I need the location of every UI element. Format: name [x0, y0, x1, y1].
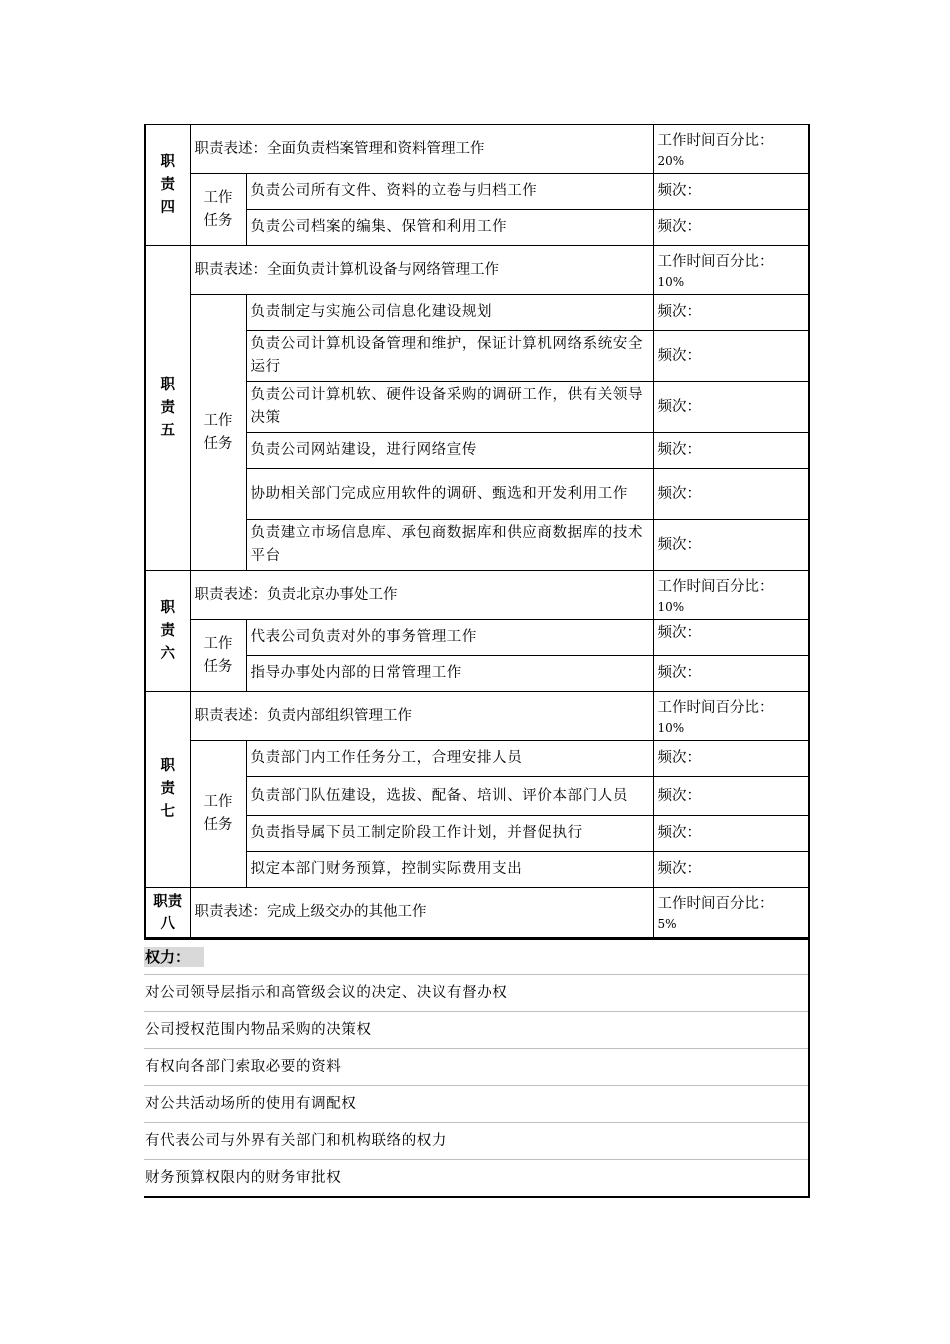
power-item: 公司授权范围内物品采购的决策权	[144, 1012, 808, 1049]
task-text: 指导办事处内部的日常管理工作	[246, 656, 653, 692]
task-text: 负责公司计算机软、硬件设备采购的调研工作，供有关领导决策	[246, 382, 653, 433]
task-frequency: 频次：	[653, 433, 809, 469]
duty-7-statement-row	[145, 692, 809, 741]
time-percent-label: 工作时间百分比：	[657, 578, 774, 595]
task-text: 负责部门内工作任务分工，合理安排人员	[246, 741, 653, 777]
task-frequency: 频次：	[653, 852, 809, 888]
duty-6-task-row	[145, 620, 809, 656]
task-text: 代表公司负责对外的事务管理工作	[246, 620, 653, 656]
task-frequency: 频次：	[653, 620, 809, 656]
task-text: 拟定本部门财务预算，控制实际费用支出	[246, 852, 653, 888]
task-frequency: 频次：	[653, 469, 809, 520]
power-heading-row	[144, 940, 808, 975]
task-frequency: 频次：	[653, 174, 809, 210]
task-frequency: 频次：	[653, 295, 809, 331]
power-item: 对公共活动场所的使用有调配权	[144, 1086, 808, 1123]
duty-6-label: 职 责 六	[145, 571, 190, 692]
time-percent-value: 20%	[657, 153, 685, 168]
duty-4-statement: 职责表述：全面负责档案管理和资料管理工作	[190, 125, 653, 174]
duty-4-label: 职 责 四	[145, 125, 190, 246]
task-text: 负责公司档案的编集、保管和利用工作	[246, 210, 653, 246]
duty-4-time-percent	[653, 125, 809, 174]
time-percent-value: 10%	[657, 274, 685, 289]
task-text: 负责指导属下员工制定阶段工作计划，并督促执行	[246, 816, 653, 852]
duty-6-statement-row	[145, 571, 809, 620]
time-percent-label: 工作时间百分比：	[657, 253, 774, 270]
task-frequency: 频次：	[653, 656, 809, 692]
power-item: 财务预算权限内的财务审批权	[145, 1170, 342, 1186]
task-text: 负责建立市场信息库、承包商数据库和供应商数据库的技术平台	[246, 520, 653, 571]
duty-6-task-label: 工作 任务	[190, 620, 246, 692]
power-section	[144, 938, 810, 1198]
time-percent-value: 5%	[657, 917, 677, 931]
power-item: 对公司领导层指示和高管级会议的决定、决议有督办权	[144, 975, 808, 1012]
duty-5-statement-row	[145, 246, 809, 295]
task-text: 负责公司计算机设备管理和维护，保证计算机网络系统安全运行	[246, 331, 653, 382]
power-item: 有权向各部门索取必要的资料	[144, 1049, 808, 1086]
duty-5-statement: 职责表述：全面负责计算机设备与网络管理工作	[190, 246, 653, 295]
duty-4-statement-row	[145, 125, 809, 174]
duty-5-task-label: 工作 任务	[190, 295, 246, 571]
duty-8-statement: 职责表述：完成上级交办的其他工作	[190, 888, 653, 938]
job-description-document	[144, 124, 808, 1198]
power-heading: 权力：	[144, 947, 204, 967]
duty-7-task-label: 工作 任务	[190, 741, 246, 888]
duty-8-time-percent	[653, 888, 809, 938]
duties-table	[144, 124, 810, 938]
duty-4-task-row	[145, 174, 809, 210]
task-frequency: 频次：	[653, 777, 809, 816]
task-text: 协助相关部门完成应用软件的调研、甄选和开发利用工作	[246, 469, 653, 520]
time-percent-label: 工作时间百分比：	[657, 699, 774, 716]
duty-8-label: 职责 八	[145, 888, 190, 938]
duty-7-time-percent	[653, 692, 809, 741]
duty-8-statement-row	[145, 888, 809, 938]
time-percent-value: 10%	[657, 720, 685, 735]
duty-7-task-row	[145, 741, 809, 777]
task-frequency: 频次：	[653, 520, 809, 571]
task-frequency: 频次：	[653, 382, 809, 433]
task-text: 负责公司所有文件、资料的立卷与归档工作	[246, 174, 653, 210]
duty-5-time-percent	[653, 246, 809, 295]
duty-7-label: 职 责 七	[145, 692, 190, 888]
power-item: 有代表公司与外界有关部门和机构联络的权力	[144, 1123, 808, 1160]
duty-5-task-row	[145, 295, 809, 331]
task-frequency: 频次：	[653, 331, 809, 382]
task-text: 负责公司网站建设，进行网络宣传	[246, 433, 653, 469]
task-text: 负责部门队伍建设，选拔、配备、培训、评价本部门人员	[246, 777, 653, 816]
task-frequency: 频次：	[653, 210, 809, 246]
duty-4-task-label: 工作 任务	[190, 174, 246, 246]
time-percent-label: 工作时间百分比：	[657, 896, 774, 912]
task-frequency: 频次：	[653, 741, 809, 777]
duty-6-time-percent	[653, 571, 809, 620]
duty-5-label: 职 责 五	[145, 246, 190, 571]
duty-7-statement: 职责表述：负责内部组织管理工作	[190, 692, 653, 741]
duty-6-statement: 职责表述：负责北京办事处工作	[190, 571, 653, 620]
task-text: 负责制定与实施公司信息化建设规划	[246, 295, 653, 331]
time-percent-value: 10%	[657, 599, 685, 614]
time-percent-label: 工作时间百分比：	[657, 132, 774, 149]
task-frequency: 频次：	[653, 816, 809, 852]
